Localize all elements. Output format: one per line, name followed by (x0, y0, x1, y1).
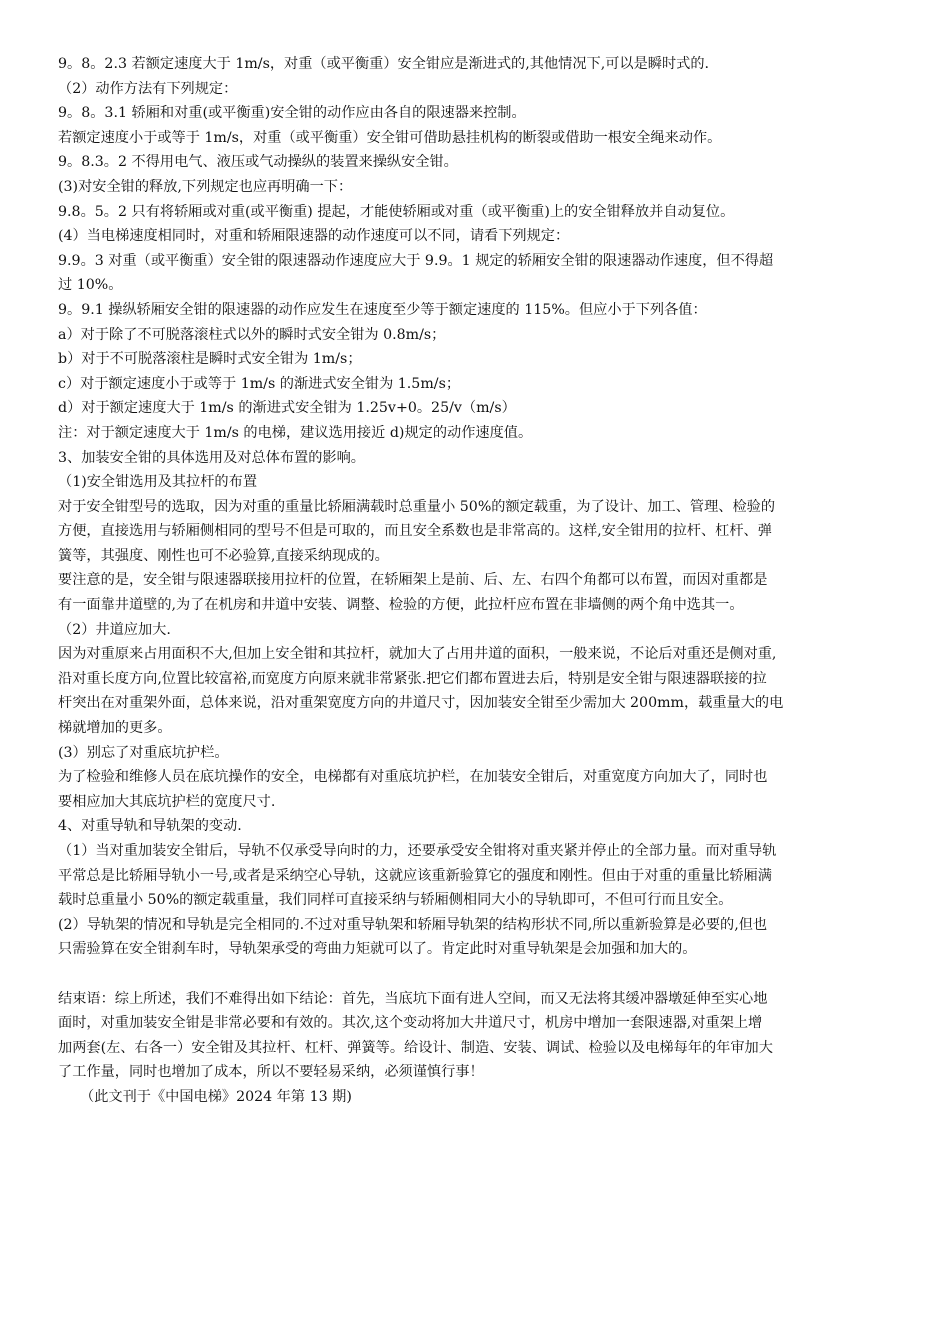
text-line: 平常总是比轿厢导轨小一号,或者是采纳空心导轨，这就应该重新验算它的强度和刚性。但由于对重的重量比轿厢满 (58, 867, 772, 884)
text-line: 9.9。3 对重（或平衡重）安全钳的限速器动作速度应大于 9.9。1 规定的轿厢安全钳的限速器动作速度，但不得超 (58, 252, 774, 269)
text-line: 因为对重原来占用面积不大,但加上安全钳和其拉杆，就加大了占用井道的面积，一般来说，不论后对重还是侧对重, (58, 646, 777, 663)
subsection-heading: (3）别忘了对重底坑护栏。 (58, 744, 229, 761)
list-item: c）对于额定速度小于或等于 1m/s 的渐进式安全钳为 1.5m/s； (58, 375, 461, 392)
text-line: (4）当电梯速度相同时，对重和轿厢限速器的动作速度可以不同，请看下列规定： (58, 228, 570, 245)
section-heading: 3、加装安全钳的具体选用及对总体布置的影响。 (58, 449, 365, 466)
text-line: （2）动作方法有下列规定： (58, 80, 238, 97)
list-item: a）对于除了不可脱落滚柱式以外的瞬时式安全钳为 0.8m/s； (58, 326, 446, 343)
subsection-heading: （1)安全钳选用及其拉杆的布置 (58, 474, 258, 491)
text-line: 9。9.1 操纵轿厢安全钳的限速器的动作应发生在速度至少等于额定速度的 115%。但应小于下列各值： (58, 301, 707, 318)
conclusion-line: 加两套(左、右各一）安全钳及其拉杆、杠杆、弹簧等。给设计、制造、安装、调试、检验以及电梯每年的年审加大 (58, 1039, 773, 1056)
text-line: 9。8。3.1 轿厢和对重(或平衡重)安全钳的动作应由各自的限速器来控制。 (58, 105, 526, 122)
document-body (58, 52, 914, 1110)
text-line: 对于安全钳型号的选取，因为对重的重量比轿厢满载时总重量小 50%的额定载重，为了设计、加工、管理、检验的 (58, 498, 776, 515)
text-line: 为了检验和维修人员在底坑操作的安全，电梯都有对重底坑护栏，在加装安全钳后，对重宽度方向加大了，同时也 (58, 769, 768, 786)
conclusion-line: 了工作量，同时也增加了成本，所以不要轻易采纳，必须谨慎行事！ (58, 1064, 484, 1081)
conclusion-line: 结束语：综上所述，我们不难得出如下结论：首先，当底坑下面有进人空间，而又无法将其缓冲器墩延伸至实心地 (58, 990, 768, 1007)
text-line: 只需验算在安全钳刹车时，导轨架承受的弯曲力矩就可以了。肯定此时对重导轨架是会加强和加大的。 (58, 941, 697, 958)
subsection-heading: （2）井道应加大. (58, 621, 171, 638)
text-line: 杆突出在对重架外面，总体来说，沿对重架宽度方向的井道尺寸，因加装安全钳至少需加大 200mm，载重量大的电 (58, 695, 784, 712)
text-line: 方便，直接选用与轿厢侧相同的型号不但是可取的，而且安全系数也是非常高的。这样,安全钳用的拉杆、杠杆、弹 (58, 523, 772, 540)
text-line: (2）导轨架的情况和导轨是完全相同的.不过对重导轨架和轿厢导轨架的结构形状不同,所以重新验算是必要的,但也 (58, 916, 768, 933)
text-line: 簧等，其强度、刚性也可不必验算,直接采纳现成的。 (58, 547, 389, 564)
list-item: b）对于不可脱落滚柱是瞬时式安全钳为 1m/s； (58, 351, 362, 368)
text-line: （1）当对重加装安全钳后，导轨不仅承受导向时的力，还要承受安全钳将对重夹紧并停止的全部力量。而对重导轨 (58, 843, 777, 859)
text-line: (3)对安全钳的释放,下列规定也应再明确一下： (58, 178, 353, 195)
blank-line (58, 962, 914, 987)
text-line: 沿对重长度方向,位置比较富裕,而宽度方向原来就非常紧张.把它们都布置进去后，特别是安全钳与限速器联接的拉 (58, 670, 767, 687)
conclusion-line: 面时，对重加装安全钳是非常必要和有效的。其次,这个变动将加大井道尺寸，机房中增加一套限速器,对重架上增 (58, 1015, 763, 1032)
text-line: 过 10%。 (58, 277, 123, 294)
publication-note: （此文刊于《中国电梯》2024 年第 13 期) (80, 1088, 352, 1105)
text-line: 要注意的是，安全钳与限速器联接用拉杆的位置，在轿厢架上是前、后、左、右四个角都可以布置，而因对重都是 (58, 572, 768, 589)
text-line: 9.8。5。2 只有将轿厢或对重(或平衡重) 提起，才能使轿厢或对重（或平衡重)上的安全钳释放并自动复位。 (58, 203, 735, 220)
list-item: d）对于额定速度大于 1m/s 的渐进式安全钳为 1.25v+0。25/v（m/s） (58, 400, 516, 417)
text-line: 梯就增加的更多。 (58, 720, 172, 737)
note-line: 注：对于额定速度大于 1m/s 的电梯，建议选用接近 d)规定的动作速度值。 (58, 424, 533, 441)
text-line: 9。8。2.3 若额定速度大于 1m/s，对重（或平衡重）安全钳应是渐进式的,其他情况下,可以是瞬时式的. (58, 56, 710, 72)
text-line: 要相应加大其底坑护栏的宽度尺寸. (58, 793, 276, 810)
text-line: 若额定速度小于或等于 1m/s，对重（或平衡重）安全钳可借助悬挂机构的断裂或借助一根安全绳来动作。 (58, 129, 722, 146)
section-heading: 4、对重导轨和导轨架的变动. (58, 818, 242, 835)
text-line: 9。8.3。2 不得用电气、液压或气动操纵的装置来操纵安全钳。 (58, 154, 458, 171)
text-line: 有一面靠井道壁的,为了在机房和井道中安装、调整、检验的方便，此拉杆应布置在非墙侧的两个角中选其一。 (58, 597, 744, 614)
text-line: 载时总重量小 50%的额定载重量，我们同样可直接采纳与轿厢侧相同大小的导轨即可，不但可行而且安全。 (58, 892, 733, 909)
